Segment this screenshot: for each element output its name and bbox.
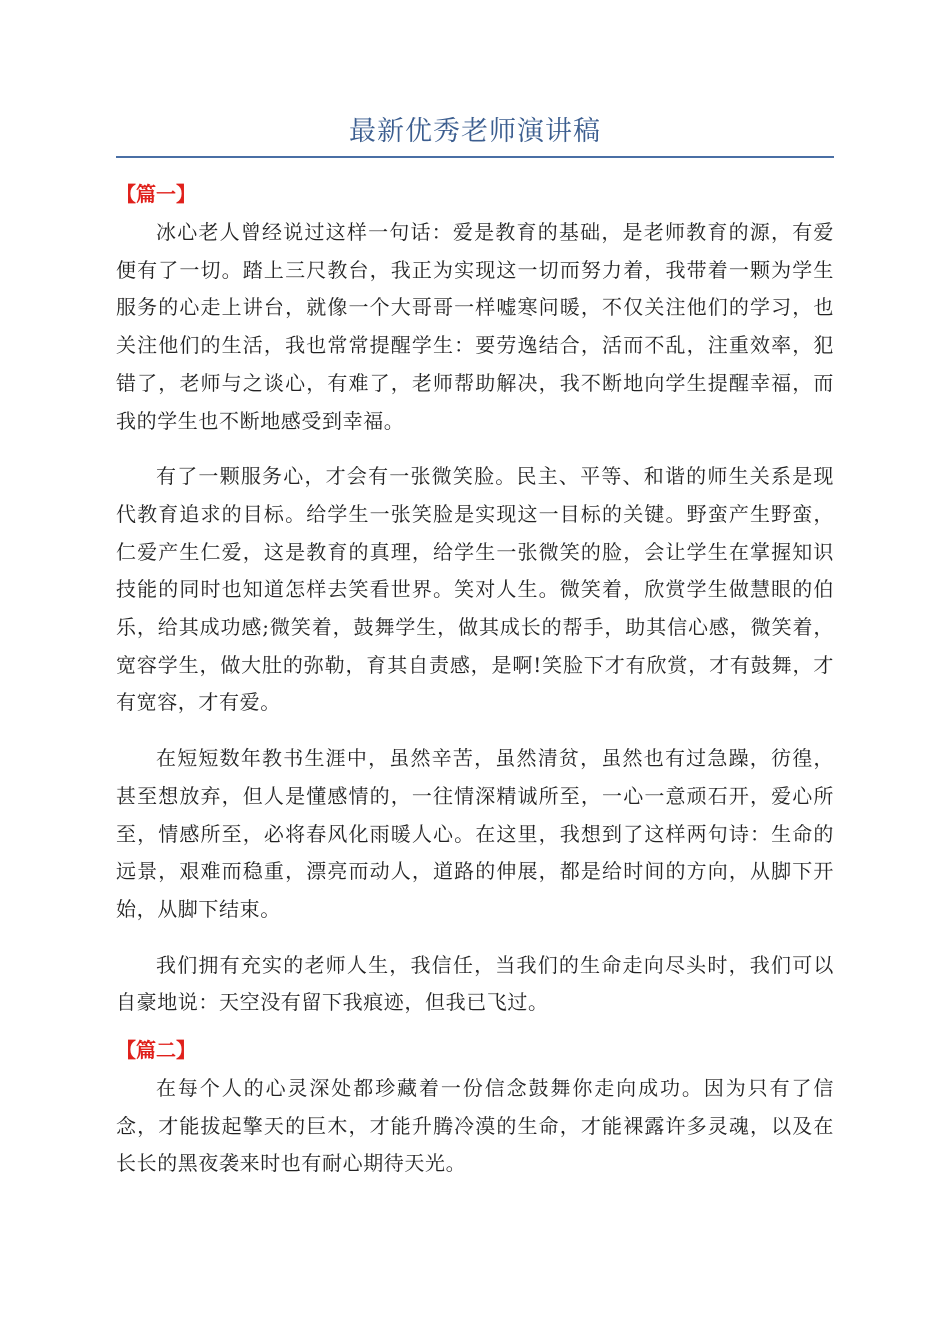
paragraph: 有了一颗服务心，才会有一张微笑脸。民主、平等、和谐的师生关系是现代教育追求的目标。给学生一张笑脸是实现这一目标的关键。野蛮产生野蛮，仁爱产生仁爱，这是教育的真理，给学生一张微笑的脸，会让学生在掌握知识技能的同时也知道怎样去笑看世界。笑对人生。微笑着，欣赏学生做慧眼的伯乐，给其成功感;微笑着，鼓舞学生，做其成长的帮手，助其信心感，微笑着，宽容学生，做大肚的弥勒，育其自责感，是啊!笑脸下才有欣赏，才有鼓舞，才有宽容，才有爱。 [116,464,834,715]
title-block [116,112,834,158]
paragraph: 在每个人的心灵深处都珍藏着一份信念鼓舞你走向成功。因为只有了信念，才能拔起擎天的巨木，才能升腾冷漠的生命，才能裸露许多灵魂，以及在长长的黑夜袭来时也有耐心期待天光。 [116,1076,834,1176]
paragraph: 我们拥有充实的老师人生，我信任，当我们的生命走向尽头时，我们可以自豪地说：天空没有留下我痕迹，但我已飞过。 [116,952,834,1015]
section-heading-1: 【篇一】 [116,182,196,206]
paragraph: 冰心老人曾经说过这样一句话：爱是教育的基础，是老师教育的源，有爱便有了一切。踏上三尺教台，我正为实现这一切而努力着，我带着一颗为学生服务的心走上讲台，就像一个大哥哥一样嘘寒问暖，不仅关注他们的学习，也关注他们的生活，我也常常提醒学生：要劳逸结合，活而不乱，注重效率，犯错了，老师与之谈心，有难了，老师帮助解决，我不断地向学生提醒幸福，而我的学生也不断地感受到幸福。 [116,220,834,433]
page-title: 最新优秀老师演讲稿 [349,116,601,147]
document-body [116,174,834,1201]
paragraph: 在短短数年教书生涯中，虽然辛苦，虽然清贫，虽然也有过急躁，彷徨，甚至想放弃，但人是懂感情的，一往情深精诚所至，一心一意顽石开，爱心所至，情感所至，必将春风化雨暖人心。在这里，我想到了这样两句诗：生命的远景，艰难而稳重，漂亮而动人，道路的伸展，都是给时间的方向，从脚下开始，从脚下结束。 [116,746,834,921]
section-heading-2: 【篇二】 [116,1038,196,1063]
